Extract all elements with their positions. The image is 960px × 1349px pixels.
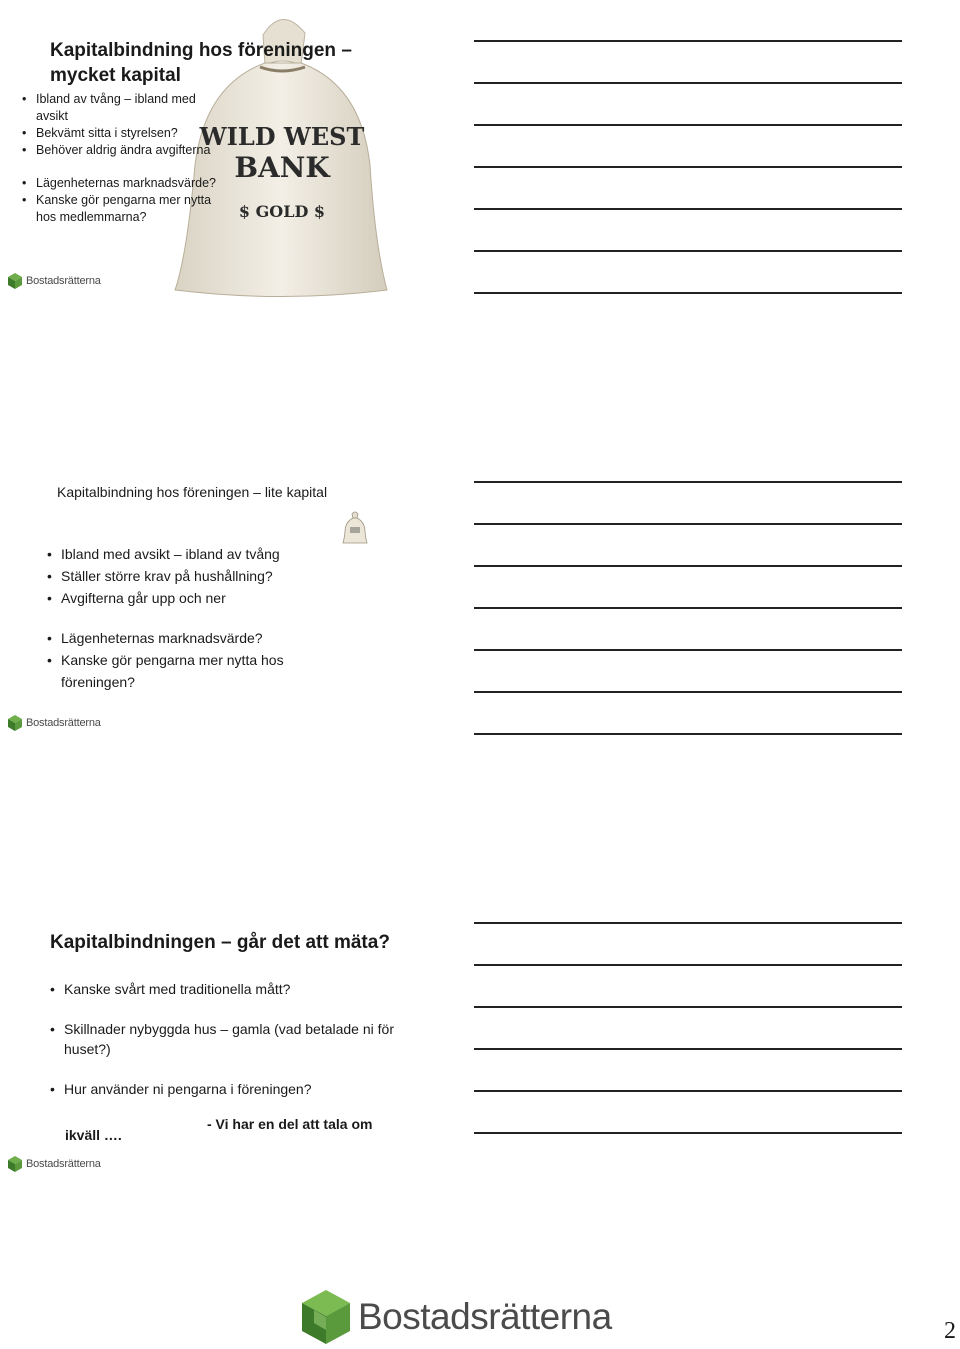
slide-3 <box>0 910 440 1180</box>
list-item: • Ibland med avsikt – ibland av tvång <box>47 543 347 565</box>
logo-text: Bostadsrätterna <box>26 1158 101 1170</box>
bag-text-line2: BANK <box>234 151 330 184</box>
footer-logo <box>302 1290 612 1344</box>
list-item: • Kanske svårt med traditionella mått? <box>50 979 430 999</box>
note-lines <box>474 922 902 1174</box>
slide-title: Kapitalbindning hos föreningen – mycket kapital <box>50 40 352 86</box>
list-item: • Ställer större krav på hushållning? <box>47 565 347 587</box>
logo-cube-icon <box>8 715 22 731</box>
bullet-list <box>22 91 222 226</box>
slide-2 <box>0 470 440 740</box>
logo-cube-icon <box>8 1156 22 1172</box>
slide-1 <box>0 0 440 300</box>
closing-text-end: ikväll …. <box>65 1127 122 1143</box>
list-item: • Lägenheternas marknadsvärde? <box>22 175 222 192</box>
bullet-list <box>50 979 430 1099</box>
bullet-list <box>47 543 347 693</box>
list-item: • Skillnader nybyggda hus – gamla (vad betalade ni för huset?) <box>50 1019 430 1059</box>
note-lines <box>474 40 902 334</box>
closing-text: - Vi har en del att tala om <box>207 1116 373 1132</box>
list-item: • Lägenheternas marknadsvärde? <box>47 627 347 649</box>
list-item: • Kanske gör pengarna mer nytta hos medlemmarna? <box>22 192 222 226</box>
bag-text-line1: WILD WEST <box>199 122 365 151</box>
logo-cube-icon <box>8 273 22 289</box>
list-item: • Kanske gör pengarna mer nytta hos föreningen? <box>47 649 347 693</box>
money-bag-icon <box>342 510 368 544</box>
logo-text: Bostadsrätterna <box>26 275 101 287</box>
slide-title: Kapitalbindning hos föreningen – lite kapital <box>57 484 328 500</box>
list-item: • Behöver aldrig ändra avgifterna <box>22 142 222 159</box>
bostadsratterna-logo <box>8 715 101 731</box>
slide-title: Kapitalbindningen – går det att mäta? <box>50 932 390 953</box>
list-item: • Ibland av tvång – ibland med avsikt <box>22 91 222 125</box>
footer-logo-text: Bostadsrätterna <box>358 1296 612 1337</box>
bostadsratterna-logo <box>8 273 101 289</box>
logo-text: Bostadsrätterna <box>26 717 101 729</box>
list-item: • Hur använder ni pengarna i föreningen? <box>50 1079 430 1099</box>
logo-cube-icon <box>302 1290 350 1344</box>
page-number: 2 <box>944 1318 956 1344</box>
bostadsratterna-logo <box>8 1156 101 1172</box>
bag-text-line3: $ GOLD $ <box>238 202 326 221</box>
list-item: • Avgifterna går upp och ner <box>47 587 347 609</box>
note-lines <box>474 481 902 775</box>
list-item: • Bekvämt sitta i styrelsen? <box>22 125 222 142</box>
